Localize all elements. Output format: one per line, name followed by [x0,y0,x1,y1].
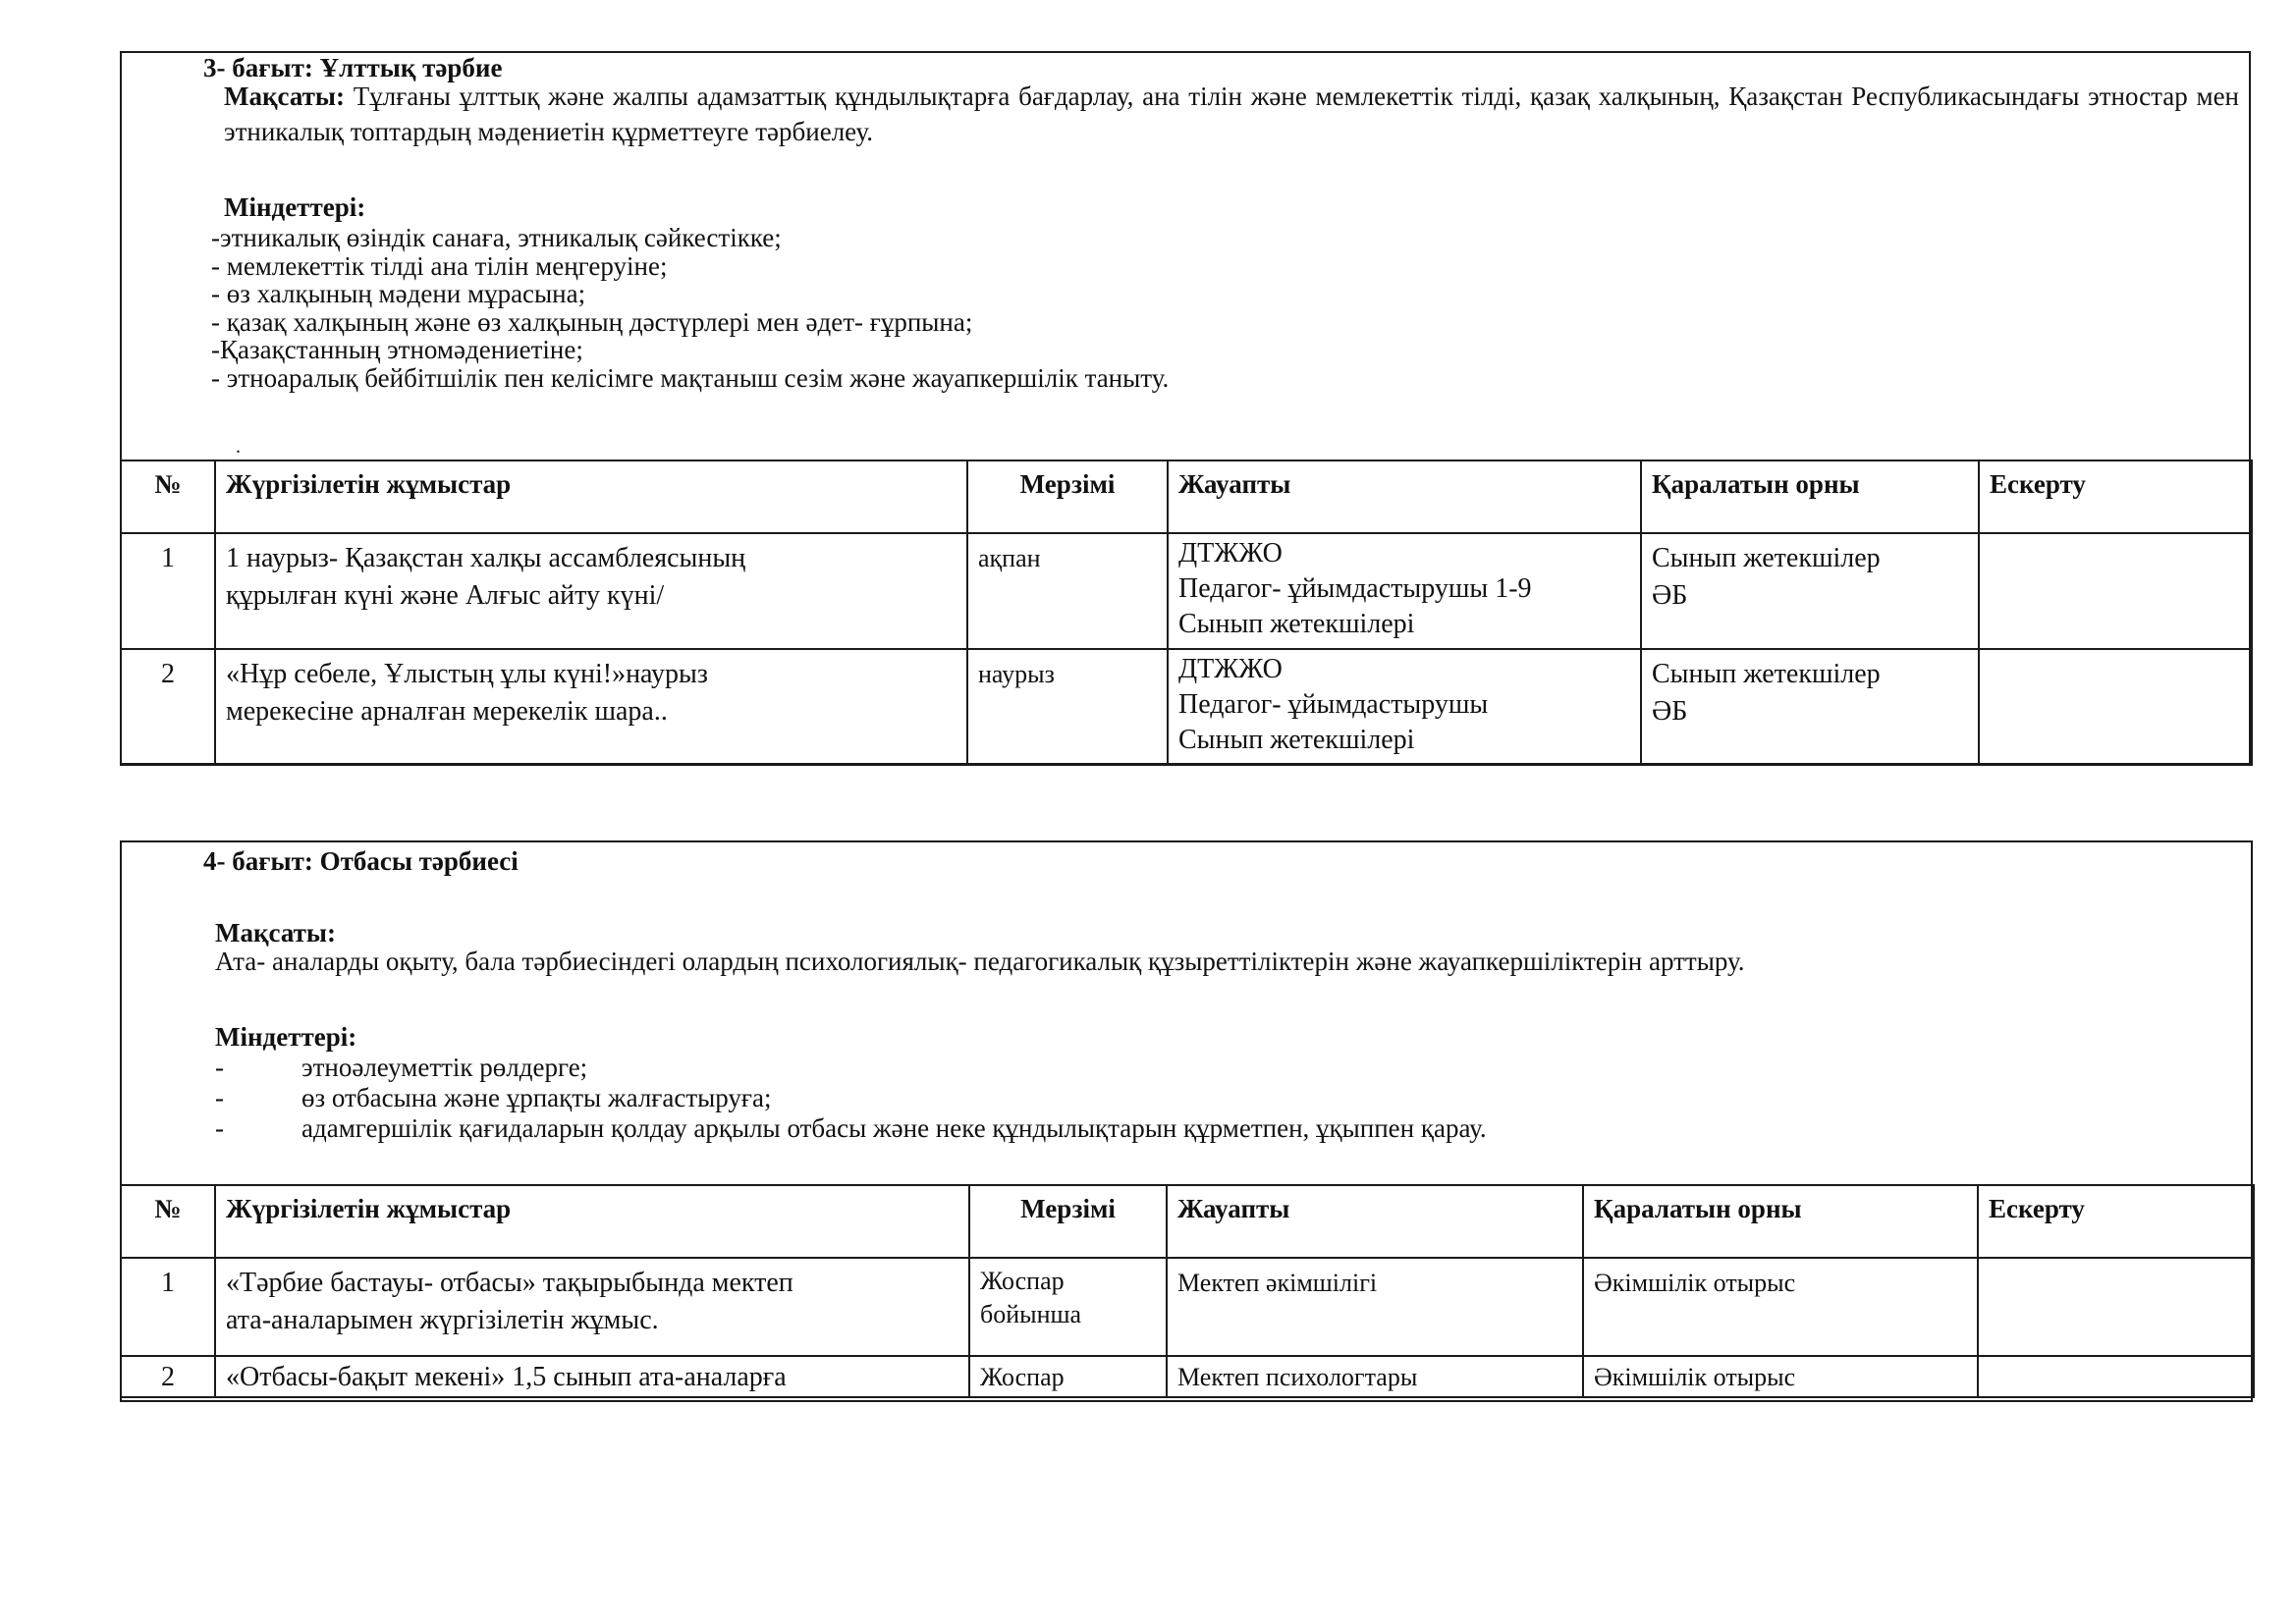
term-line: наурыз [978,660,1055,688]
stray-mark: . [236,436,241,458]
row-note [1978,1258,2254,1356]
row-number: 2 [121,1356,215,1397]
section-4-tasks-label: Міндеттері: [215,1022,357,1052]
task-text: өз отбасына және ұрпақты жалғастыруға; [301,1083,772,1112]
task-bullet: - [215,1083,224,1112]
responsible-line: Педагог- ұйымдастырушы 1-9 [1178,573,1532,604]
col-work: Жүргізілетін жұмыстар [215,460,967,533]
section-3-goal [224,79,2239,149]
section-4-title: 4- бағыт: Отбасы тәрбиесі [203,846,519,876]
col-venue: Қаралатын орны [1641,460,1979,533]
col-number: № [121,1185,215,1258]
task-bullet: - [215,1053,224,1082]
work-line: «Тәрбие бастауы- отбасы» тақырыбында мектеп [226,1268,793,1298]
term-line: ақпан [978,544,1041,572]
section-4-goal-label: Мақсаты: [215,918,336,947]
table-row [121,1258,2254,1356]
row-note [1978,1356,2254,1397]
task-item: - этноаралық бейбітшілік пен келісімге мақтаныш сезім және жауапкершілік таныту. [211,362,1170,393]
row-work [215,1356,969,1397]
row-venue [1583,1258,1978,1356]
responsible-line: Педагог- ұйымдастырушы [1178,689,1489,720]
col-responsible: Жауапты [1167,1185,1583,1258]
task-item [215,1083,1487,1113]
row-number: 2 [121,649,215,765]
table-row [121,1356,2254,1397]
col-term: Мерзімі [967,460,1168,533]
responsible-line: Мектеп психологтары [1177,1363,1418,1391]
row-work [215,649,967,765]
table-header-row [121,460,2252,533]
responsible-line: ДТЖЖО [1178,538,1283,568]
table-row [121,533,2252,649]
col-term: Мерзімі [969,1185,1167,1258]
task-text: адамгершілік қағидаларын қолдау арқылы отбасы және неке құндылықтарын құрметпен, ұқыппен қарау. [301,1113,1487,1143]
table-row [121,649,2252,765]
row-term [969,1356,1167,1397]
work-line: «Отбасы-бақыт мекені» 1,5 сынып ата-аналарға [226,1362,787,1392]
venue-line: Әкімшілік отырыс [1594,1269,1796,1297]
col-work: Жүргізілетін жұмыстар [215,1185,969,1258]
task-text: этноәлеуметтік рөлдерге; [301,1053,588,1082]
row-venue [1641,649,1979,765]
term-line: Жоспар [980,1363,1065,1391]
row-responsible [1168,533,1641,649]
row-responsible [1168,649,1641,765]
row-term [967,533,1168,649]
responsible-line: Мектеп әкімшілігі [1177,1269,1378,1297]
col-venue: Қаралатын орны [1583,1185,1978,1258]
section-3-title: 3- бағыт: Ұлттық тәрбие [203,53,503,82]
responsible-line: Сынып жетекшілері [1178,609,1415,639]
col-number: № [121,460,215,533]
task-item: - мемлекеттік тілді ана тілін меңгеруіне; [211,250,668,281]
section-4-tasks-list [215,1053,1487,1144]
section-3-tasks-label: Міндеттері: [224,192,366,222]
task-item: - өз халқының мәдени мұрасына; [211,279,586,308]
section-4-goal-text: Ата- аналарды оқыту, бала тәрбиесіндегі олардың психологиялық- педагогикалық құзыреттіліктерін және жауапкершіліктерін арттыру. [215,947,1745,976]
row-term [967,649,1168,765]
task-item: -Қазақстанның этномәдениетіне; [211,335,583,364]
section-3-table [120,460,2253,766]
work-line: ата-аналарымен жүргізілетін жұмыс. [226,1305,659,1335]
col-note: Ескерту [1978,1185,2254,1258]
section-3-tasks-list [211,224,1169,392]
venue-line: ӘБ [1652,580,1688,611]
row-number: 1 [121,1258,215,1356]
responsible-line: ДТЖЖО [1178,654,1283,684]
venue-line: Әкімшілік отырыс [1594,1363,1796,1391]
responsible-line: Сынып жетекшілері [1178,725,1415,755]
task-item [215,1113,1487,1144]
row-note [1979,649,2252,765]
task-item [215,1053,1487,1083]
row-work [215,533,967,649]
venue-line: Сынып жетекшілер [1652,543,1881,573]
row-term [969,1258,1167,1356]
section-3-goal-label: Мақсаты: [224,81,345,111]
task-item: - қазақ халқының және өз халқының дәстүрлері мен әдет- ғұрпына; [211,306,973,337]
venue-line: ӘБ [1652,696,1688,727]
task-item: -этникалық өзіндік санаға, этникалық сәйкестікке; [211,223,782,252]
row-venue [1583,1356,1978,1397]
row-venue [1641,533,1979,649]
section-4-table [120,1184,2255,1398]
row-responsible [1167,1258,1583,1356]
work-line: «Нұр себеле, Ұлыстың ұлы күні!»наурыз [226,659,708,689]
term-line: бойынша [980,1300,1082,1328]
task-bullet: - [215,1113,224,1143]
row-responsible [1167,1356,1583,1397]
venue-line: Сынып жетекшілер [1652,659,1881,689]
work-line: 1 наурыз- Қазақстан халқы ассамблеясының [226,543,746,573]
row-number: 1 [121,533,215,649]
row-note [1979,533,2252,649]
row-work [215,1258,969,1356]
section-3-goal-text: Тұлғаны ұлттық және жалпы адамзаттық құндылықтарға бағдарлау, ана тілін және мемлекеттік тілді, қазақ халқының, Қазақстан Республикасындағы этностар мен этникалық топтардың мәдениетін құрметтеуге тәрбиелеу. [224,81,2239,146]
work-line: мерекесіне арналған мерекелік шара.. [226,696,668,727]
term-line: Жоспар [980,1267,1065,1295]
work-line: құрылған күні және Алғыс айту күні/ [226,580,665,611]
col-note: Ескерту [1979,460,2252,533]
col-responsible: Жауапты [1168,460,1641,533]
table-header-row [121,1185,2254,1258]
